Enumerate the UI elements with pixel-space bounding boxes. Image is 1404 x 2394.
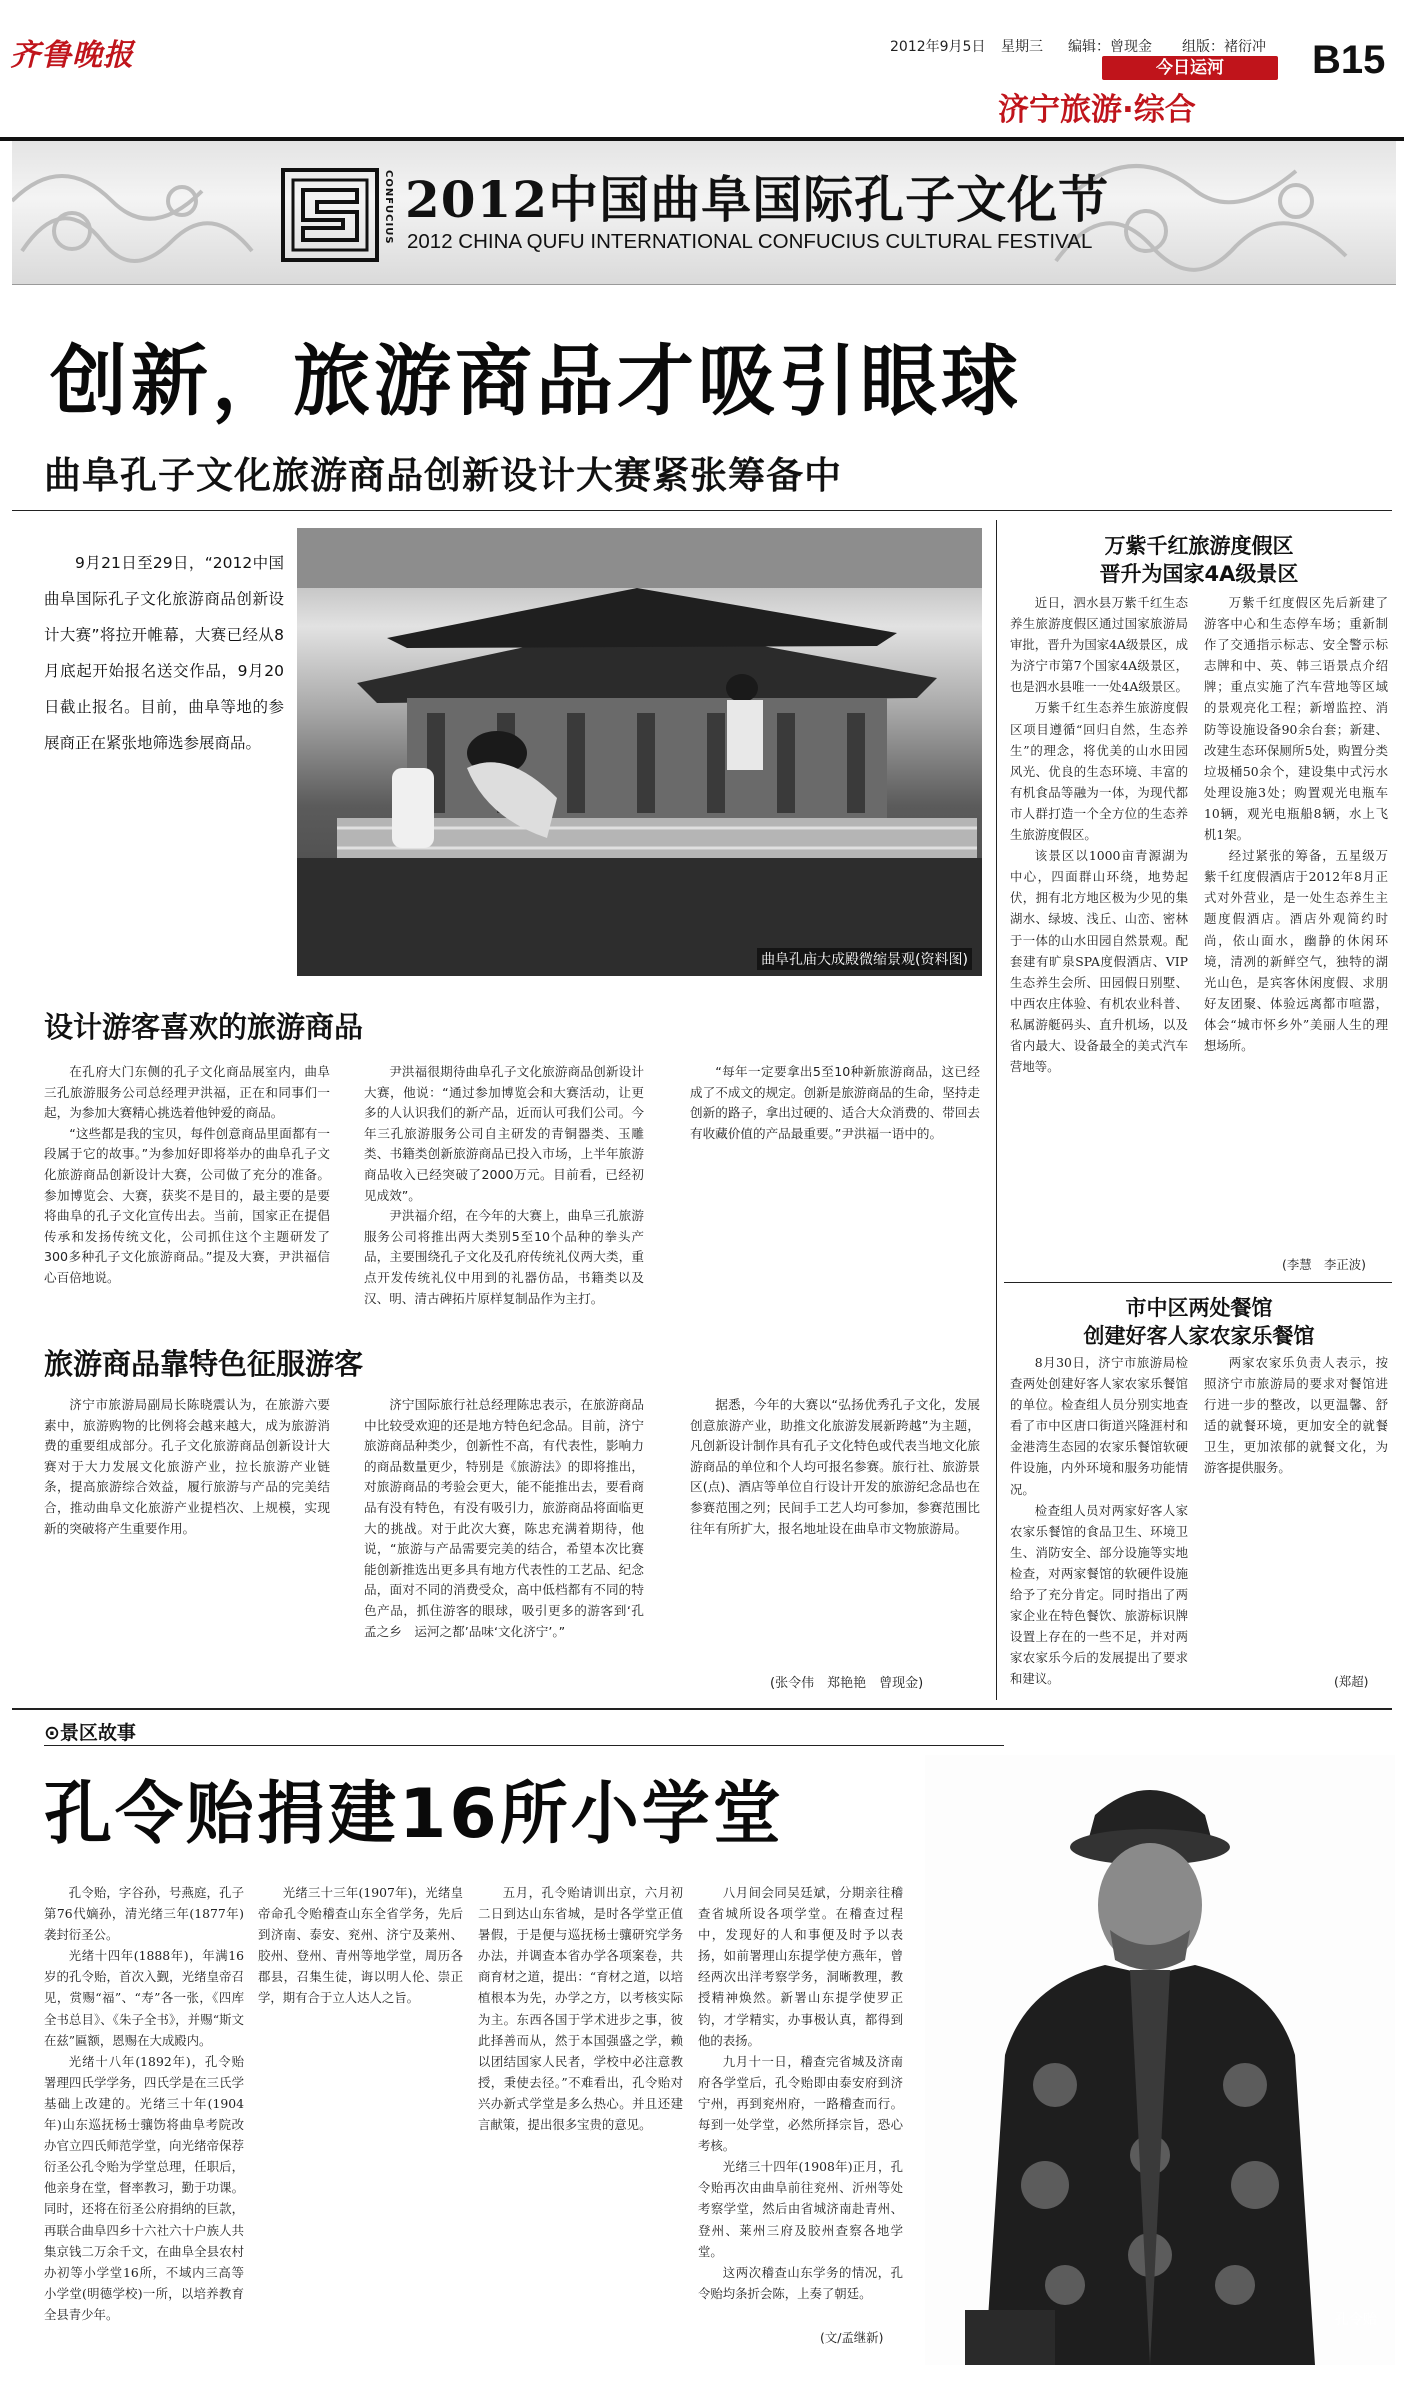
section-title: 济宁旅游·综合	[998, 92, 1196, 128]
story-para: 光绪十四年(1888年)，年满16岁的孔令贻，首次入觐，光绪皇帝召见，赏赐“福”、“寿”各一张，《四库全书总目》、《朱子全书》，并赐“斯文在兹”匾额，恩赐在大成殿内。	[44, 1948, 244, 2048]
section1-para: 尹洪福介绍，在今年的大赛上，曲阜三孔旅游服务公司将推出两大类别5至10个品种的拳头产品，主要围绕孔子文化及孔府传统礼仪两大类，重点开发传统礼仪中用到的礼器仿品，书籍类以及汉、明、清古碑拓片原样复制品作为主打。	[364, 1208, 644, 1306]
story-col3	[478, 1882, 683, 2352]
section1-para: 尹洪福很期待曲阜孔子文化旅游商品创新设计大赛，他说：“通过参加博览会和大赛活动，让更多的人认识我们的新产品，近而认可我们公司。今年三孔旅游服务公司自主研发的青铜器类、玉雕类、书籍类创新旅游商品已投入市场，上半年旅游商品收入已经突破了2000万元。目前看，已经初见成效”。	[364, 1064, 644, 1203]
story-tag-underline	[44, 1745, 1004, 1746]
story-col4	[698, 1882, 903, 2322]
story-para: 八月间会同吴廷斌，分期亲往稽查省城所设各项学堂。在稽查过程中，发现好的人和事便及时予以表扬，如前署理山东提学使方燕年，曾经两次出洋考察学务，洞晰教理，教授精神焕然。新署山东提学使罗正钧，才学精实，办事极认真，都得到他的表扬。	[698, 1885, 903, 2048]
side1-para: 万紫千红生态养生旅游度假区项目遵循“回归自然，生态养生”的理念，将优美的山水田园风光、优良的生态环境、丰富的有机食品等融为一体，为现代都市人群打造一个全方位的生态养生旅游度假区。	[1010, 700, 1188, 843]
side1-para: 该景区以1000亩青源湖为中心，四面群山环绕，地势起伏，拥有北方地区极为少见的集湖水、绿坡、浅丘、山峦、密林于一体的山水田园自然景观。配套建有旷泉SPA度假酒店、VIP生态养生会所、田园假日别墅、中西农庄体验、有机农业科普、私属游艇码头、直升机场，以及省内最大、设备最全的美式汽车营地等。	[1010, 848, 1188, 1075]
issue-weekday: 星期三	[1001, 39, 1043, 55]
story-headline: 孔令贻捐建16所小学堂	[44, 1775, 784, 1854]
side1-title-line2: 晋升为国家4A级景区	[1099, 562, 1299, 586]
issue-date: 2012年9月5日	[890, 39, 986, 55]
story-para: 九月十一日，稽查完省城及济南府各学堂后，孔令贻即由泰安府到济宁州，再到兖州府，一路稽查而行。每到一处学堂，必然所择宗旨，恐心考核。	[698, 2053, 903, 2154]
column-divider	[996, 520, 997, 1700]
section2-title: 旅游商品靠特色征服游客	[44, 1347, 364, 1381]
column-tag: 今日运河	[1102, 56, 1278, 80]
side2-para: 8月30日，济宁市旅游局检查两处创建好客人家农家乐餐馆的单位。检查组人员分别实地查看了市中区唐口街道兴隆涯村和金港湾生态园的农家乐餐馆软硬件设施，内外环境和服务功能情况。	[1010, 1355, 1188, 1497]
side1-byline: (李慧 李正波)	[1282, 1257, 1367, 1272]
sidebar-divider	[1004, 1282, 1392, 1283]
festival-title-en: 2012 CHINA QUFU INTERNATIONAL CONFUCIUS CULTURAL FESTIVAL	[407, 230, 1093, 253]
side2-para: 两家农家乐负责人表示，按照济宁市旅游局的要求对餐馆进行进一步的整改，以更温馨、舒适的就餐环境，更加安全的就餐卫生，更加浓郁的就餐文化，为游客提供服务。	[1204, 1355, 1388, 1476]
section1-para: 在孔府大门东侧的孔子文化商品展室内，曲阜三孔旅游服务公司总经理尹洪福，正在和同事们一起，为参加大赛精心挑选着他钟爱的商品。	[44, 1064, 330, 1121]
story-top-rule	[12, 1708, 1392, 1710]
story-para: 光绪十八年(1892年)，孔令贻署理四氏学学务，四氏学是在三氏学基础上改建的。光绪三十年(1904年)山东巡抚杨士骧饬将曲阜考院改办官立四氏师范学堂，向光绪帝保荐衍圣公孔令贻为学堂总理，任职后，他亲身在堂，督率教习，勤于功课。同时，还将在衍圣公府捐纳的巨款，再联合曲阜四乡十六社六十户族人共集京钱二万余千文，在曲阜全县农村办初等小学堂16所，不域内三高等小学堂(明德学校)一所，以培养教育全县青少年。	[44, 2053, 244, 2322]
story-col1	[44, 1882, 244, 2352]
section2-para: 据悉，今年的大赛以“弘扬优秀孔子文化，发展创意旅游产业，助推文化旅游发展新跨越”为主题，凡创新设计制作具有孔子文化特色或代表当地文化旅游商品的单位和个人均可报名参赛。旅行社、旅游景区(点)、酒店等单位自行设计开发的旅游纪念品也在参赛范围之列；民间手工艺人均可参加，参赛范围比往年有所扩大，报名地址设在曲阜市文物旅游局。	[690, 1397, 980, 1536]
story-para: 光绪三十四年(1908年)正月，孔令贻再次由曲阜前往兖州、沂州等处考察学堂，然后由省城济南赴青州、登州、莱州三府及胶州查察各地学堂。	[698, 2159, 903, 2259]
side2-title-line2: 创建好客人家农家乐餐馆	[1083, 1324, 1315, 1348]
photo-caption: 曲阜孔庙大成殿微缩景观(资料图)	[757, 948, 972, 970]
festival-title-cn: 2012中国曲阜国际孔子文化节	[405, 170, 1110, 229]
section2-para: 济宁市旅游局副局长陈晓震认为，在旅游六要素中，旅游购物的比例将会越来越大，成为旅游消费的重要组成部分。孔子文化旅游商品创新设计大赛对于大力发展文化旅游产业，拉长旅游产业链条，提高旅游综合效益，履行旅游与产品的完美结合，推动曲阜文化旅游产业提档次、上规模，实现新的突破将产生重要作用。	[44, 1397, 330, 1536]
side1-col2	[1204, 592, 1388, 1254]
side1-para: 近日，泗水县万紫千红生态养生旅游度假区通过国家旅游局审批，晋升为国家4A级景区，成为济宁市第7个国家4A级景区，也是泗水县唯一一处4A级景区。	[1010, 595, 1188, 695]
side2-para: 检查组人员对两家好客人家农家乐餐馆的食品卫生、环境卫生、消防安全、部分设施等实地检查，对两家餐馆的软硬件设施给予了充分肯定。同时指出了两家企业在特色餐饮、旅游标识牌设置上存在的一些不足，并对两家农家乐今后的发展提出了要求和建议。	[1010, 1502, 1188, 1687]
story-byline: (文/孟继新)	[820, 2330, 884, 2345]
section2-para: 济宁国际旅行社总经理陈忠表示，在旅游商品中比较受欢迎的还是地方特色纪念品。目前，济宁旅游商品种类少，创新性不高，有代表性，影响力的商品数量更少，特别是《旅游法》的即将推出，对旅游商品的考验会更大，能不能推出去，要看商品有没有特色，有没有吸引力，旅游商品将面临更大的挑战。对于此次大赛，陈忠充满着期待，他说，“旅游与产品需要完美的结合，希望本次比赛能创新推选出更多具有地方代表性的工艺品、纪念品，面对不同的消费受众，高中低档都有不同的特色产品，抓住游客的眼球，吸引更多的游客到‘孔孟之乡 运河之都’品味‘文化济宁’。”	[364, 1397, 644, 1639]
portrait-caption: 孔令贻	[1335, 2312, 1377, 2328]
side2-col2	[1204, 1352, 1388, 1672]
editor-credit: 编辑：曾现金	[1068, 39, 1152, 55]
festival-logo-text: CONFUCIUS	[383, 170, 394, 245]
section1-col3	[690, 1062, 980, 1332]
cloud-pattern-left	[12, 141, 312, 285]
section1-title: 设计游客喜欢的旅游商品	[44, 1010, 364, 1044]
newspaper-logo: 齐鲁晚报	[10, 38, 134, 73]
side2-byline: (郑超)	[1334, 1674, 1369, 1689]
portrait-illustration	[925, 1755, 1395, 2365]
section1-col2	[364, 1062, 644, 1332]
section2-col3	[690, 1395, 980, 1673]
section2-col2	[364, 1395, 644, 1695]
section1-col1	[44, 1062, 330, 1332]
page-number: B15	[1312, 38, 1386, 82]
side1-col1	[1010, 592, 1188, 1270]
side2-col1	[1010, 1352, 1188, 1694]
lead-photo-temple-model	[297, 528, 982, 976]
story-para: 这两次稽查山东学务的情况，孔令贻均条折会陈，上奏了朝廷。	[698, 2264, 903, 2301]
side1-para: 万紫千红度假区先后新建了游客中心和生态停车场；重新制作了交通指示标志、安全警示标志牌和中、英、韩三语景点介绍牌；重点实施了汽车营地等区域的景观亮化工程；新增监控、消防等设施设备90余台套；新建、改建生态环保厕所5处，购置分类垃圾桶50余个，建设集中式污水处理设施3处；购置观光电瓶车10辆，观光电瓶船8辆，水上飞机1架。	[1204, 595, 1388, 843]
temple-model-illustration	[297, 528, 982, 976]
section1-para: “每年一定要拿出5至10种新旅游商品，这已经成了不成文的规定。创新是旅游商品的生命，坚持走创新的路子，拿出过硬的、适合大众消费的、带回去有收藏价值的产品最重要。”尹洪福一语中的。	[690, 1064, 980, 1141]
side1-para: 经过紧张的筹备，五星级万紫千红度假酒店于2012年8月正式对外营业，是一处生态养生主题度假酒店。酒店外观简约时尚，依山面水，幽静的休闲环境，清冽的新鲜空气，独特的湖光山色，是宾客休闲度假、求朋好友团聚、体验远离都市喧嚣，体会“城市怀乡外”美丽人生的理想场所。	[1204, 848, 1388, 1053]
confucius-logo-icon	[281, 168, 379, 262]
lead-intro: 9月21日至29日，“2012中国曲阜国际孔子文化旅游商品创新设计大赛”将拉开帷幕，大赛已经从8月底起开始报名送交作品，9月20日截止报名。目前，曲阜等地的参展商正在紧张地筛选参展商品。	[44, 554, 284, 752]
story-para: 五月，孔令贻请训出京，六月初二日到达山东省城，是时各学堂正值暑假，于是便与巡抚杨士骧研究学务办法，并调查本省办学各项案卷，共商育材之道，提出：“育材之道，以培植根本为先，办学之方，以考核实际为主。东西各国于学术进步之事，彼此择善而从，然于本国强盛之学，赖以团结国家人民者，学校中必注意教授，秉使去径。”不难看出，孔令贻对兴办新式学堂是多么热心。并且还建言献策，提出很多宝贵的意见。	[478, 1885, 683, 2133]
lead-subhead: 曲阜孔子文化旅游商品创新设计大赛紧张筹备中	[44, 454, 842, 497]
lead-divider	[12, 510, 1392, 511]
lead-byline: (张令伟 郑艳艳 曾现金)	[770, 1676, 924, 1691]
story-para: 光绪三十三年(1907年)，光绪皇帝命孔令贻稽查山东全省学务，先后到济南、泰安、兖州、济宁及莱州、胶州、登州、青州等地学堂，周历各郡县，召集生徒，诲以明人伦、崇正学，期有合于立人达人之旨。	[258, 1885, 463, 2006]
story-tag: ⊙景区故事	[44, 1722, 136, 1744]
story-para: 孔令贻，字谷孙，号燕庭，孔子第76代嫡孙，清光绪三年(1877年)袭封衍圣公。	[44, 1885, 244, 1943]
story-col2	[258, 1882, 463, 2352]
section1-para: “这些都是我的宝贝，每件创意商品里面都有一段属于它的故事。”为参加好即将举办的曲阜孔子文化旅游商品创新设计大赛，公司做了充分的准备。参加博览会、大赛，获奖不是目的，最主要的是要将曲阜的孔子文化宣传出去。当前，国家正在提倡传承和发扬传统文化，公司抓住这个主题研发了300多种孔子文化旅游商品。”提及大赛，尹洪福信心百倍地说。	[44, 1125, 330, 1285]
designer-credit: 组版：褚衍冲	[1182, 39, 1266, 55]
lead-headline: 创新，旅游商品才吸引眼球	[50, 338, 1022, 427]
side1-title-line1: 万紫千红旅游度假区	[1104, 534, 1294, 558]
section2-col1	[44, 1395, 330, 1695]
portrait-kong-lingyi	[925, 1755, 1395, 2365]
side2-title-line1: 市中区两处餐馆	[1125, 1296, 1273, 1320]
